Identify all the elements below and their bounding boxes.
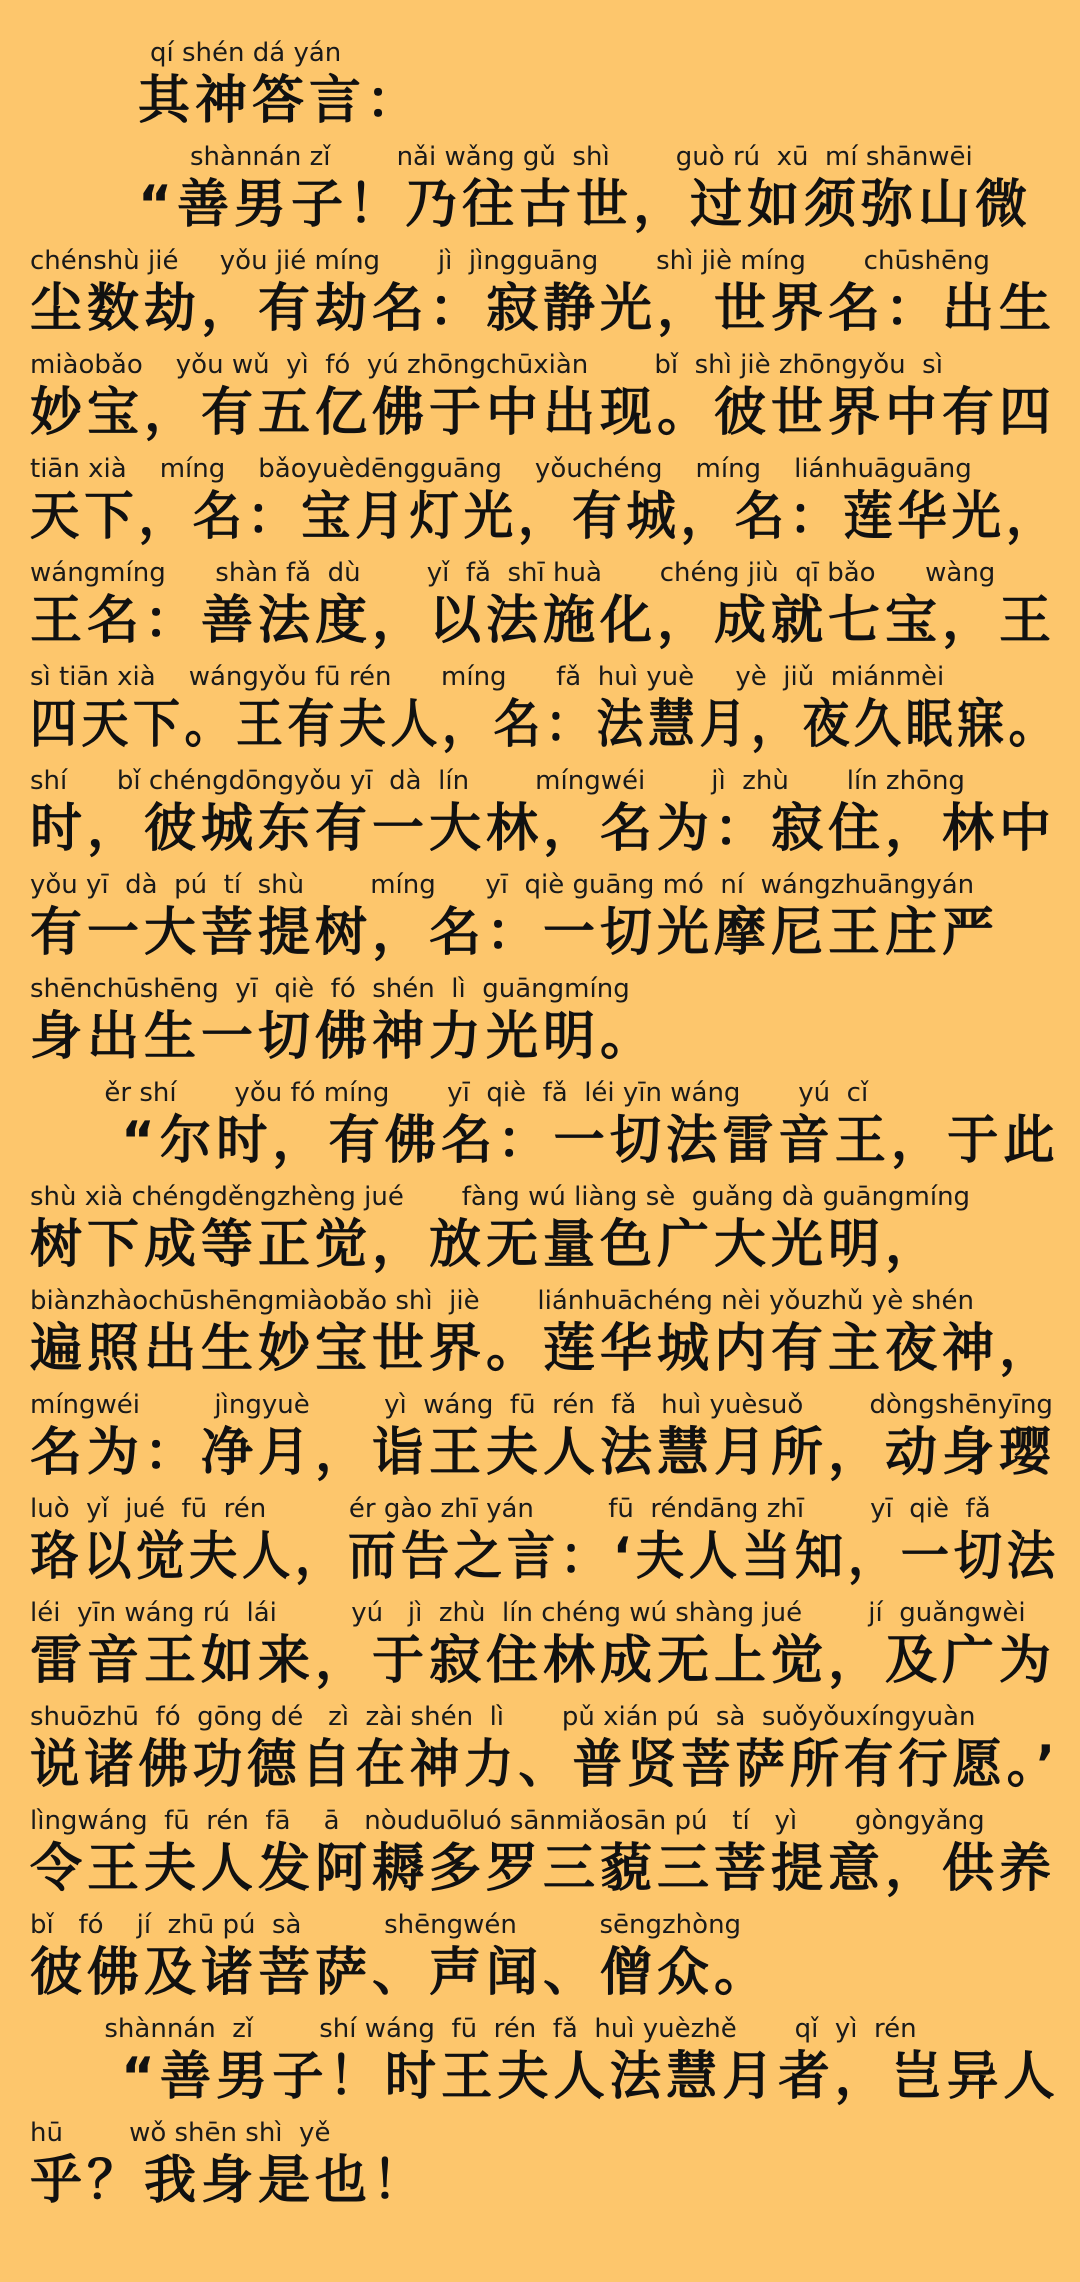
pinyin-annotation: sì tiān xià wángyǒu fū rén míng fǎ huì yuè yè jiǔ miánmèi bbox=[30, 662, 945, 692]
pinyin-annotation: shēnchūshēng yī qiè fó shén lì guāngmíng bbox=[30, 974, 630, 1004]
chinese-text: 令王夫人发阿耨多罗三藐三菩提意，供养 bbox=[30, 1839, 1057, 1899]
text-line bbox=[0, 1182, 1080, 1286]
pinyin-annotation: qí shén dá yán bbox=[150, 38, 342, 68]
pinyin-annotation: ěr shí yǒu fó míng yī qiè fǎ léi yīn wáng yú cǐ bbox=[30, 1078, 869, 1108]
text-line bbox=[0, 350, 1080, 454]
chinese-text: 其神答言： bbox=[138, 71, 424, 131]
chinese-text: 天下，名：宝月灯光，有城，名：莲华光， bbox=[30, 487, 1061, 547]
pinyin-annotation: yǒu yī dà pú tí shù míng yī qiè guāng mó ní wángzhuāngyán bbox=[30, 870, 975, 900]
pinyin-annotation: miàobǎo yǒu wǔ yì fó yú zhōngchūxiàn bǐ shì jiè zhōngyǒu sì bbox=[30, 350, 943, 380]
pinyin-annotation: biànzhàochūshēngmiàobǎo shì jiè liánhuāchéng nèi yǒuzhǔ yè shén bbox=[30, 1286, 974, 1316]
pinyin-annotation: bǐ fó jí zhū pú sà shēngwén sēngzhòng bbox=[30, 1910, 742, 1940]
pinyin-annotation: léi yīn wáng rú lái yú jì zhù lín chéng wú shàng jué jí guǎngwèi bbox=[30, 1598, 1026, 1628]
chinese-text: 说诸佛功德自在神力、普贤菩萨所有行愿。’ bbox=[30, 1735, 1060, 1795]
text-line bbox=[0, 1078, 1080, 1182]
pinyin-annotation: luò yǐ jué fū rén ér gào zhī yán fū réndāng zhī yī qiè fǎ bbox=[30, 1494, 991, 1524]
pinyin-annotation: chénshù jié yǒu jié míng jì jìngguāng shì jiè míng chūshēng bbox=[30, 246, 990, 276]
pinyin-annotation: lìngwáng fū rén fā ā nòuduōluó sānmiǎosān pú tí yì gòngyǎng bbox=[30, 1806, 985, 1836]
text-line bbox=[0, 1910, 1080, 2014]
chinese-text: 四天下。王有夫人，名：法慧月，夜久眠寐。 bbox=[30, 695, 1061, 755]
text-line bbox=[0, 1806, 1080, 1910]
pinyin-annotation: shànnán zǐ nǎi wǎng gǔ shì guò rú xū mí shānwēi bbox=[190, 142, 973, 172]
text-line bbox=[0, 142, 1080, 246]
text-line bbox=[0, 2118, 1080, 2222]
text-line bbox=[0, 1390, 1080, 1494]
pinyin-annotation: shí bǐ chéngdōngyǒu yī dà lín míngwéi jì zhù lín zhōng bbox=[30, 766, 965, 796]
chinese-text: 树下成等正觉，放无量色广大光明， bbox=[30, 1215, 943, 1275]
chinese-text: 乎？我身是也！ bbox=[30, 2151, 430, 2211]
text-line bbox=[0, 766, 1080, 870]
text-line bbox=[0, 38, 1080, 142]
text-line bbox=[0, 662, 1080, 766]
pinyin-annotation: wángmíng shàn fǎ dù yǐ fǎ shī huà chéng jiù qī bǎo wàng bbox=[30, 558, 996, 588]
text-line bbox=[0, 1286, 1080, 1390]
chinese-text: 名为：净月，诣王夫人法慧月所，动身璎 bbox=[30, 1423, 1057, 1483]
pinyin-annotation: shànnán zǐ shí wáng fū rén fǎ huì yuèzhě qǐ yì rén bbox=[30, 2014, 917, 2044]
text-line bbox=[0, 1494, 1080, 1598]
pinyin-annotation: hū wǒ shēn shì yě bbox=[30, 2118, 331, 2148]
pinyin-annotation: shuōzhū fó gōng dé zì zài shén lì pǔ xián pú sà suǒyǒuxíngyuàn bbox=[30, 1702, 976, 1732]
pinyin-annotation: shù xià chéngděngzhèng jué fàng wú liàng sè guǎng dà guāngmíng bbox=[30, 1182, 971, 1212]
pinyin-annotation: míngwéi jìngyuè yì wáng fū rén fǎ huì yuèsuǒ dòngshēnyīng bbox=[30, 1390, 1053, 1420]
chinese-text: 珞以觉夫人，而告之言：‘夫人当知，一切法 bbox=[30, 1527, 1060, 1587]
chinese-text: “尔时，有佛名：一切法雷音王，于此 bbox=[30, 1111, 1060, 1171]
chinese-text: 尘数劫，有劫名：寂静光，世界名：出生 bbox=[30, 279, 1057, 339]
chinese-text: “善男子！乃往古世，过如须弥山微 bbox=[138, 175, 1033, 235]
text-line bbox=[0, 1702, 1080, 1806]
text-line bbox=[0, 1598, 1080, 1702]
text-line bbox=[0, 2014, 1080, 2118]
chinese-text: 彼佛及诸菩萨、声闻、僧众。 bbox=[30, 1943, 772, 2003]
pinyin-annotation: tiān xià míng bǎoyuèdēngguāng yǒuchéng míng liánhuāguāng bbox=[30, 454, 972, 484]
chinese-text: 时，彼城东有一大林，名为：寂住，林中 bbox=[30, 799, 1057, 859]
chinese-text: “善男子！时王夫人法慧月者，岂异人 bbox=[30, 2047, 1060, 2107]
chinese-text: 雷音王如来，于寂住林成无上觉，及广为 bbox=[30, 1631, 1057, 1691]
chinese-text: 遍照出生妙宝世界。莲华城内有主夜神， bbox=[30, 1319, 1057, 1379]
text-line bbox=[0, 870, 1080, 974]
text-line bbox=[0, 246, 1080, 350]
text-line bbox=[0, 974, 1080, 1078]
text-line bbox=[0, 558, 1080, 662]
text-line bbox=[0, 454, 1080, 558]
chinese-text: 有一大菩提树，名：一切光摩尼王庄严 bbox=[30, 903, 1000, 963]
chinese-text: 王名：善法度，以法施化，成就七宝，王 bbox=[30, 591, 1057, 651]
chinese-text: 妙宝，有五亿佛于中出现。彼世界中有四 bbox=[30, 383, 1057, 443]
chinese-text: 身出生一切佛神力光明。 bbox=[30, 1007, 658, 1067]
